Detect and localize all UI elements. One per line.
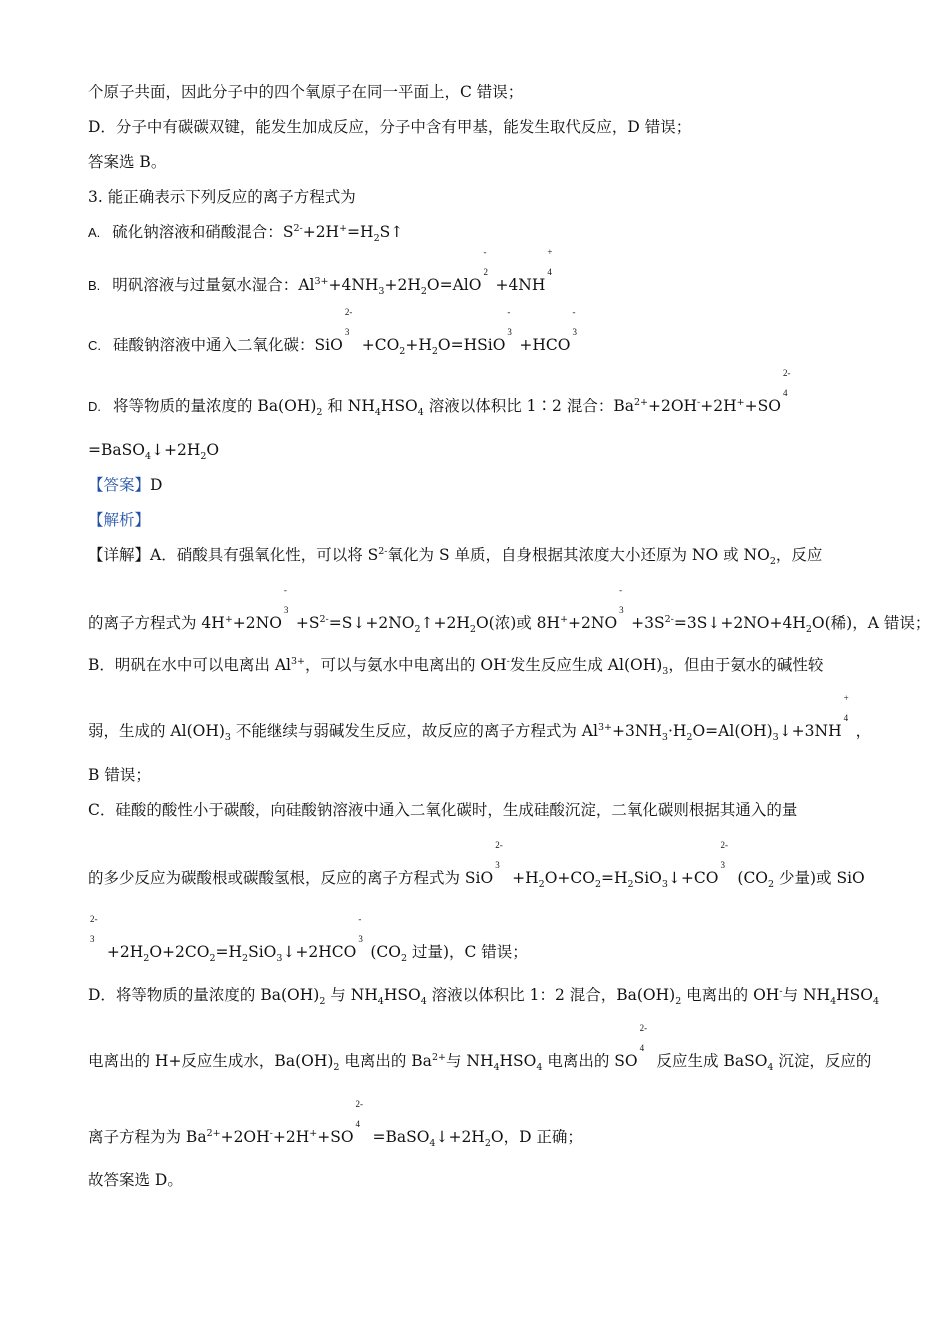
detail-d-3: 离子方程为为 $Ba^{2+}+2OH^-+2H^++SO$ 2- 4 $=BaSO_4↓+2H_2O$，D 正确； bbox=[88, 1099, 583, 1150]
question-3-title: 3. 能正确表示下列反应的离子方程式为 bbox=[88, 188, 356, 206]
option-b: B. 明矾溶液与过量氨水湿合：$Al^{3+}+4NH_3+2H_2O=AlO$ - 2 +4NH + 4 bbox=[88, 247, 553, 298]
option-a-letter: A. bbox=[88, 225, 101, 240]
detail-d-2: 电离出的 H+反应生成水，$Ba(OH)_2$ 电离出的 $Ba^{2+}$与 $NH_4HSO_4$ 电离出的 SO 2- 4 反应生成 BaSO$_4$ 沉淀，反应的 bbox=[88, 1023, 872, 1074]
option-d: D. 将等物质的量浓度的 $Ba(OH)_2$ 和 $NH_4HSO_4$ 溶液以体积比 1∶2 混合：$Ba^{2+}+2OH^-+2H^++SO$ 2- 4 bbox=[88, 368, 791, 419]
option-b-text: 明矾溶液与过量氨水湿合： bbox=[112, 276, 299, 294]
answer-tag: 【答案】 bbox=[88, 476, 151, 494]
option-c-text: 硅酸钠溶液中通入二氧化碳： bbox=[113, 336, 315, 354]
option-d-text: 将等物质的量浓度的 Ba(OH) bbox=[113, 397, 317, 415]
answer-value: D bbox=[150, 476, 163, 494]
text-line-2: D．分子中有碳碳双键，能发生加成反应，分子中含有甲基，能发生取代反应，D 错误； bbox=[88, 118, 692, 136]
text-line-3: 答案选 B。 bbox=[88, 153, 167, 171]
detail-c-3: 2- 3 $+2H_2O+2CO_2=H_2SiO_3↓+2HCO$ - 3 ($CO_2$ 过量)，C 错误； bbox=[90, 914, 528, 965]
analysis-tag: 【解析】 bbox=[88, 511, 151, 529]
option-c-letter: C. bbox=[88, 338, 101, 353]
detail-b-2: 弱，生成的 $Al(OH)_3$ 不能继续与弱碱发生反应，故反应的离子方程式为 $Al^{3+}+3NH_3\cdot H_2O=Al(OH)_3↓+3NH$ + 4 ， bbox=[88, 693, 872, 744]
detail-c-2: 的多少反应为碳酸根或碳酸氢根，反应的离子方程式为 SiO 2- 3 $+H_2O+CO_2=H_2SiO_3↓+CO$ 2- 3 ($CO_2$ 少量)或 SiO bbox=[88, 840, 865, 891]
detail-b-3: B 错误； bbox=[88, 766, 151, 784]
detail-a-1: 【详解】A．硝酸具有强氧化性，可以将 $S^{2-}$氧化为 S 单质，自身根据其浓度大小还原为 NO 或 $NO_2$，反应 bbox=[88, 545, 823, 568]
option-a: A. 硫化钠溶液和硝酸混合：$S^{2-}+2H^+=H_2S↑$ bbox=[88, 222, 404, 245]
detail-a-2: 的离子方程式为 4H++2NO - 3 $+S^{2-}=S↓+2NO_2↑+2H_2O$(浓)或 8H++2NO - 3 $+3S^{2-}=3S↓+2NO+4H_2O$(稀)，A 错误； bbox=[88, 585, 931, 636]
detail-c-1: C．硅酸的酸性小于碳酸，向硅酸钠溶液中通入二氧化碳时，生成硅酸沉淀，二氧化碳则根据其通入的量 bbox=[88, 801, 798, 819]
analysis-line bbox=[88, 510, 150, 530]
final-answer-line: 故答案选 D。 bbox=[88, 1171, 183, 1189]
option-a-text: 硫化钠溶液和硝酸混合： bbox=[112, 223, 283, 241]
detail-tag: 【详解】 bbox=[88, 546, 151, 564]
text-line-1: 个原子共面，因此分子中的四个氧原子在同一平面上，C 错误； bbox=[88, 83, 524, 101]
option-d-cont: $=BaSO_4↓+2H_2O$ bbox=[88, 441, 220, 463]
answer-line bbox=[88, 475, 162, 495]
detail-d-1: D．将等物质的量浓度的 $Ba(OH)_2$ 与 $NH_4HSO_4$ 溶液以体积比 1：2 混合，$Ba(OH)_2$ 电离出的 OH-与 $NH_4HSO_4$ bbox=[88, 985, 880, 1008]
option-d-letter: D. bbox=[88, 399, 101, 414]
option-b-letter: B. bbox=[88, 278, 101, 293]
option-c: C. 硅酸钠溶液中通入二氧化碳：SiO 2- 3 $+CO_2+H_2O=HSiO$ - 3 +HCO - 3 bbox=[88, 307, 577, 358]
detail-b-1: B．明矾在水中可以电离出 $Al^{3+}$，可以与氨水中电离出的 OH-发生反应生成 $Al(OH)_3$，但由于氨水的碱性较 bbox=[88, 655, 824, 678]
